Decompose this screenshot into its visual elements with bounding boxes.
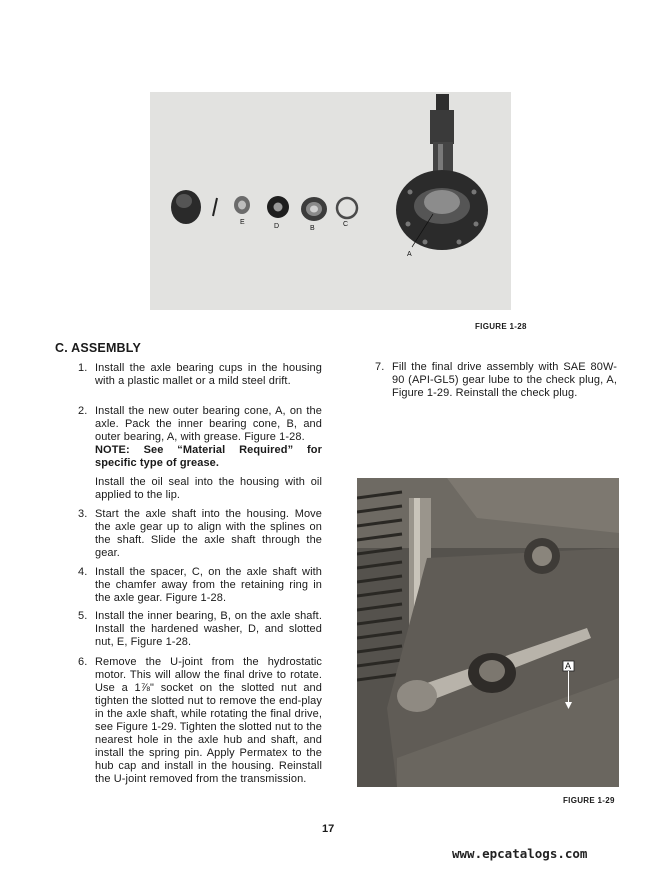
- step-text: Install the spacer, C, on the axle shaft with the chamfer away from the retaining ring in the axle gear. Figure 1-28.: [95, 566, 322, 604]
- label-a: A: [407, 251, 412, 258]
- step-number: 1.: [78, 362, 88, 374]
- step-2: [78, 405, 322, 502]
- step-number: 6.: [78, 656, 88, 668]
- step-number: 5.: [78, 610, 88, 622]
- label-b: B: [310, 225, 315, 232]
- step-number: 3.: [78, 508, 88, 520]
- label-c: C: [343, 221, 349, 228]
- step-text: Install the new outer bearing cone, A, on the axle. Pack the inner bearing cone, B, and outer bearing, A, with grease. Figure 1-28.: [95, 405, 322, 443]
- step-note: NOTE: See “Material Required” for specific type of grease.: [95, 444, 322, 469]
- callout-a-label: A: [565, 661, 572, 671]
- label-d: D: [274, 223, 280, 230]
- final-drive-illustration: [357, 478, 619, 787]
- step-1: [78, 362, 322, 388]
- step-6: [78, 656, 322, 786]
- step-3: [78, 508, 322, 560]
- figure-1-29-photo: [357, 478, 619, 787]
- step-text: Install the axle bearing cups in the housing with a plastic mallet or a mild steel drift.: [95, 362, 322, 387]
- step-5: [78, 610, 322, 649]
- step-text: Install the inner bearing, B, on the axle shaft. Install the hardened washer, D, and slotted nut, E, Figure 1-28.: [95, 610, 322, 648]
- step-4: [78, 566, 322, 605]
- step-7: [375, 361, 617, 400]
- watermark: www.epcatalogs.com: [452, 846, 588, 861]
- axle-parts-illustration: [150, 92, 511, 310]
- figure-1-28-caption: FIGURE 1-28: [475, 322, 527, 331]
- step-text: Fill the final drive assembly with SAE 80W-90 (API-GL5) gear lube to the check plug, A, Figure 1-29. Reinstall the check plug.: [392, 361, 617, 399]
- section-heading: C. ASSEMBLY: [55, 341, 142, 355]
- step-extra: Install the oil seal into the housing with oil applied to the lip.: [95, 476, 322, 501]
- step-text: Start the axle shaft into the housing. Move the axle gear up to align with the splines on the shaft. Slide the axle shaft through the gear.: [95, 508, 322, 559]
- step-number: 4.: [78, 566, 88, 578]
- step-text: Remove the U-joint from the hydrostatic motor. This will allow the final drive to rotate. Use a 1⅞" socket on the slotted nut and tighten the slotted nut to remove the end-play in the axle shaft, while rotating the final drive, see Figure 1-29. Tighten the slotted nut to the nearest hole in the axle hub and shaft, and install the spring pin. Apply Permatex to the hub cap and install in the housing. Reinstall the U-joint removed from the transmission.: [95, 656, 322, 785]
- figure-1-28-photo: [150, 92, 511, 310]
- figure-1-29-caption: FIGURE 1-29: [563, 796, 615, 805]
- step-number: 2.: [78, 405, 88, 417]
- step-number: 7.: [375, 361, 385, 373]
- page-number: 17: [322, 823, 335, 835]
- label-e: E: [240, 219, 245, 226]
